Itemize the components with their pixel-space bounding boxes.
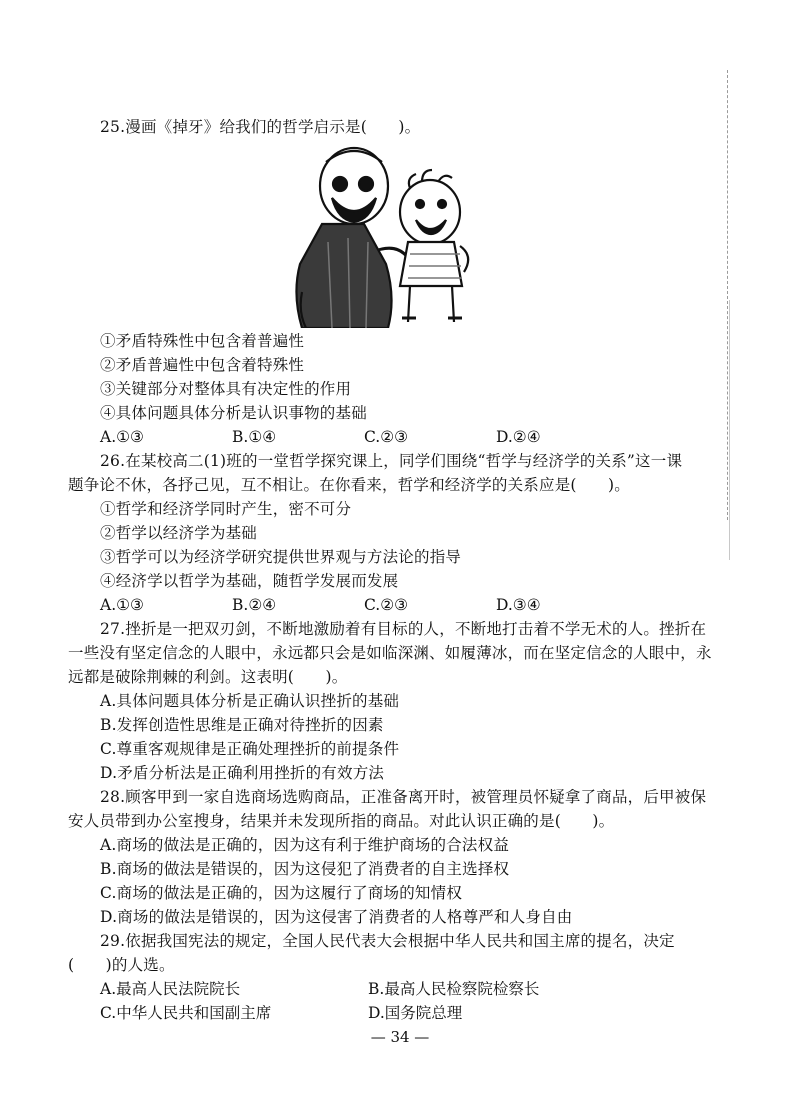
q27-option-c: C.尊重客观规律是正确处理挫折的前提条件 bbox=[100, 740, 400, 758]
q26-statement-1: ①哲学和经济学同时产生，密不可分 bbox=[100, 500, 352, 518]
q27-stem-line-1: 27.挫折是一把双刃剑，不断地激励着有目标的人，不断地打击着不学无术的人。挫折在 bbox=[100, 620, 707, 638]
q29-option-a: A.最高人民法院院长 bbox=[100, 980, 241, 998]
q25-statement-4: ④具体问题具体分析是认识事物的基础 bbox=[100, 404, 367, 422]
q26-option-c: C.②③ bbox=[364, 596, 409, 614]
q28-stem-line-2: 安人员带到办公室搜身，结果并未发现所指的商品。对此认识正确的是( )。 bbox=[68, 812, 615, 830]
q25-statement-3: ③关键部分对整体具有决定性的作用 bbox=[100, 380, 352, 398]
q26-statement-2: ②哲学以经济学为基础 bbox=[100, 524, 258, 542]
q25-option-d: D.②④ bbox=[496, 428, 541, 446]
q27-option-d: D.矛盾分析法是正确利用挫折的有效方法 bbox=[100, 764, 385, 782]
q26-stem-line-2: 题争论不休，各抒己见，互不相让。在你看来，哲学和经济学的关系应是( )。 bbox=[68, 476, 630, 494]
q25-statement-2: ②矛盾普遍性中包含着特殊性 bbox=[100, 356, 305, 374]
q26-statement-4: ④经济学以哲学为基础，随哲学发展而发展 bbox=[100, 572, 399, 590]
q25-statement-1: ①矛盾特殊性中包含着普遍性 bbox=[100, 332, 305, 350]
q29-option-d: D.国务院总理 bbox=[368, 1004, 463, 1022]
q26-option-b: B.②④ bbox=[232, 596, 277, 614]
q25-option-a: A.①③ bbox=[100, 428, 144, 446]
page-number: — 34 — bbox=[370, 1028, 430, 1046]
q27-option-b: B.发挥创造性思维是正确对待挫折的因素 bbox=[100, 716, 384, 734]
q28-option-c: C.商场的做法是正确的，因为这履行了商场的知情权 bbox=[100, 884, 463, 902]
q26-stem-line-1: 26.在某校高二(1)班的一堂哲学探究课上，同学们围绕“哲学与经济学的关系”这一课 bbox=[100, 452, 683, 470]
scan-edge-mark-2 bbox=[729, 300, 730, 560]
q27-stem-line-2: 一些没有坚定信念的人眼中，永远都只会是如临深渊、如履薄冰，而在坚定信念的人眼中，永 bbox=[68, 644, 712, 662]
q28-stem-line-1: 28.顾客甲到一家自选商场选购商品，正准备离开时，被管理员怀疑拿了商品，后甲被保 bbox=[100, 788, 707, 806]
q25-stem: 25.漫画《掉牙》给我们的哲学启示是( )。 bbox=[100, 118, 421, 136]
q29-option-b: B.最高人民检察院检察长 bbox=[368, 980, 540, 998]
q29-stem-line-2: ( )的人选。 bbox=[68, 956, 175, 974]
q26-option-d: D.③④ bbox=[496, 596, 541, 614]
q27-stem-line-3: 远都是破除荆棘的利剑。这表明( )。 bbox=[68, 668, 348, 686]
q28-option-d: D.商场的做法是错误的，因为这侵害了消费者的人格尊严和人身自由 bbox=[100, 908, 573, 926]
q27-option-a: A.具体问题具体分析是正确认识挫折的基础 bbox=[100, 692, 400, 710]
q25-option-c: C.②③ bbox=[364, 428, 409, 446]
cartoon-losing-teeth bbox=[282, 142, 478, 328]
scan-edge-mark bbox=[727, 70, 728, 520]
q28-option-a: A.商场的做法是正确的，因为这有利于维护商场的合法权益 bbox=[100, 836, 510, 854]
q28-option-b: B.商场的做法是错误的，因为这侵犯了消费者的自主选择权 bbox=[100, 860, 510, 878]
q25-option-b: B.①④ bbox=[232, 428, 277, 446]
q26-option-a: A.①③ bbox=[100, 596, 144, 614]
q26-statement-3: ③哲学可以为经济学研究提供世界观与方法论的指导 bbox=[100, 548, 462, 566]
q29-option-c: C.中华人民共和国副主席 bbox=[100, 1004, 272, 1022]
q29-stem-line-1: 29.依据我国宪法的规定，全国人民代表大会根据中华人民共和国主席的提名，决定 bbox=[100, 932, 675, 950]
